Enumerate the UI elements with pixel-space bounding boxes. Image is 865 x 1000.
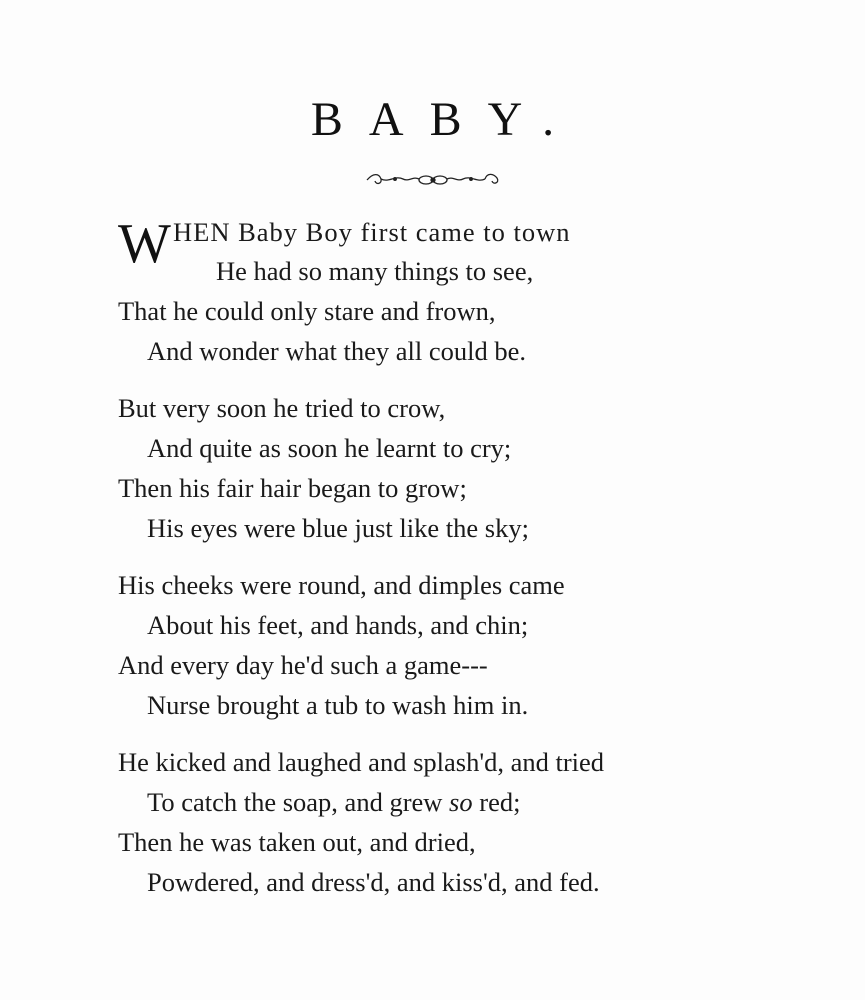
drop-cap-letter: W (118, 213, 171, 275)
poem-line: He had so many things to see, (216, 256, 534, 286)
poem-line: HEN Baby Boy first came to town (173, 217, 571, 247)
poem-line: Then he was taken out, and dried, (118, 827, 476, 857)
poem-line: He kicked and laughed and splash'd, and tried (118, 747, 605, 777)
decorative-scroll-ornament-icon (365, 170, 501, 190)
poem-line-segment: red; (472, 787, 521, 817)
poem-line (147, 789, 520, 816)
poem-line: About his feet, and hands, and chin; (147, 610, 529, 640)
poem-line-segment: To catch the soap, and grew (147, 787, 450, 817)
poem-line: Nurse brought a tub to wash him in. (147, 690, 529, 720)
poem-line: But very soon he tried to crow, (118, 393, 446, 423)
poem-title: BABY. (310, 93, 581, 146)
poem-line: And every day he'd such a game--- (118, 650, 488, 680)
poem-line: That he could only stare and frown, (118, 296, 496, 326)
poem-line: And quite as soon he learnt to cry; (147, 433, 512, 463)
emphasized-word: so (449, 787, 473, 817)
poem-line: His eyes were blue just like the sky; (147, 513, 529, 543)
poem-line: Then his fair hair began to grow; (118, 473, 467, 503)
poem-line: And wonder what they all could be. (147, 336, 526, 366)
poem-line: Powdered, and dress'd, and kiss'd, and fed. (147, 867, 600, 897)
poem-line: His cheeks were round, and dimples came (118, 570, 565, 600)
